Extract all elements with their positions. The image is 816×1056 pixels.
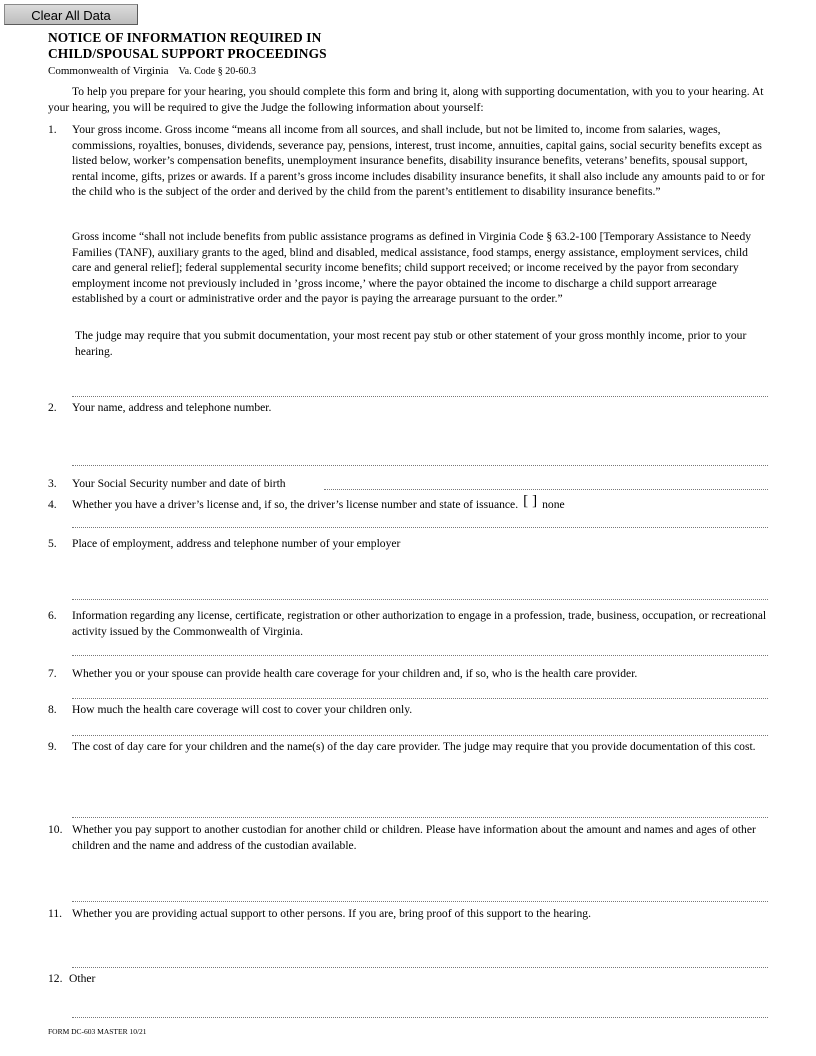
item-1-gross-income-exclusions: Gross income “shall not include benefits from public assistance programs as defined in Virginia Code § 63.2-100 [Temporary Assistance to Needy Families (TANF), auxiliary grants to the aged, blind and disabled, medical assistance, food stamps, energy assistance, employment services, child care and general relief]; federal supplemental security income benefits; child support received; or income received by the payor from secondary employment income not previously included in ’gross income,’ where the payor obtained the income to discharge a child support arrearage established by a court or administrative order and the payor is paying the arrearage pursuant to the order.” bbox=[72, 230, 752, 305]
employer-info-field[interactable] bbox=[72, 586, 768, 600]
no-license-checkbox[interactable] bbox=[524, 497, 536, 510]
item-2-number: 2. bbox=[48, 401, 57, 414]
item-7-number: 7. bbox=[48, 667, 57, 680]
item-1-gross-income-field[interactable] bbox=[72, 383, 768, 397]
item-1-number: 1. bbox=[48, 123, 57, 136]
none-label: none bbox=[542, 498, 565, 511]
form-title-line-2: CHILD/SPOUSAL SUPPORT PROCEEDINGS bbox=[48, 46, 327, 61]
form-title-line-1: NOTICE OF INFORMATION REQUIRED IN bbox=[48, 30, 322, 45]
item-3-number: 3. bbox=[48, 477, 57, 490]
item-2-label: Your name, address and telephone number. bbox=[72, 401, 272, 414]
item-8-label: How much the health care coverage will cost to cover your children only. bbox=[72, 703, 413, 716]
item-5-number: 5. bbox=[48, 537, 57, 550]
drivers-license-field[interactable] bbox=[72, 514, 768, 528]
item-8-number: 8. bbox=[48, 703, 57, 716]
jurisdiction: Commonwealth of Virginia bbox=[48, 65, 169, 77]
item-10-label: Whether you pay support to another custodian for another child or children. Please have information about the amount and names and ages of other children and the name and address of the custodian available. bbox=[72, 823, 756, 852]
item-12-label: Other bbox=[69, 972, 96, 985]
other-custodian-support-field[interactable] bbox=[72, 888, 768, 902]
health-care-coverage-field[interactable] bbox=[72, 685, 768, 699]
item-9-number: 9. bbox=[48, 740, 57, 753]
item-1-gross-income-definition: Your gross income. Gross income “means all income from all sources, and shall include, but not be limited to, income from salaries, wages, commissions, royalties, bonuses, dividends, severance pay, pensions, interest, trust income, annuities, capital gains, social security benefits except as listed below, worker’s compensation benefits, unemployment insurance benefits, disability insurance benefits, veterans’ benefits, spousal support, rental income, gifts, prizes or awards. If a parent’s gross income includes disability insurance benefits, it shall also include any amounts paid to or for the child who is the subject of the order and derived by the child from the parent’s entitlement to disability insurance benefits.” bbox=[72, 123, 765, 198]
form-number: FORM DC-603 MASTER 10/21 bbox=[48, 1027, 147, 1036]
item-7-label: Whether you or your spouse can provide health care coverage for your children and, if so, who is the health care provider. bbox=[72, 667, 638, 680]
day-care-cost-field[interactable] bbox=[72, 804, 768, 818]
item-11-number: 11. bbox=[48, 907, 63, 920]
item-4-label: Whether you have a driver’s license and, if so, the driver’s license number and state of issuance. bbox=[72, 498, 519, 511]
item-4-row bbox=[72, 497, 768, 513]
license-certificate-field[interactable] bbox=[72, 642, 768, 656]
item-11-label: Whether you are providing actual support to other persons. If you are, bring proof of this support to the hearing. bbox=[72, 907, 592, 920]
statute-code: Va. Code § 20-60.3 bbox=[178, 66, 257, 77]
item-10-number: 10. bbox=[48, 823, 63, 836]
name-address-phone-field[interactable] bbox=[72, 452, 768, 466]
item-1-documentation-note: The judge may require that you submit documentation, your most recent pay stub or other statement of your gross monthly income, prior to your hearing. bbox=[75, 329, 747, 358]
other-info-field[interactable] bbox=[72, 1004, 768, 1018]
item-3-label: Your Social Security number and date of birth bbox=[72, 477, 286, 490]
health-care-cost-field[interactable] bbox=[72, 722, 768, 736]
item-6-label: Information regarding any license, certificate, registration or other authorization to engage in a profession, trade, business, occupation, or recreational activity issued by the Commonwealth of Virginia. bbox=[72, 609, 767, 638]
item-12-number: 12. bbox=[48, 972, 63, 985]
item-9-label: The cost of day care for your children and the name(s) of the day care provider. The judge may require that you provide documentation of this cost. bbox=[72, 740, 756, 753]
ssn-dob-field[interactable] bbox=[324, 476, 768, 490]
intro-paragraph: To help you prepare for your hearing, you should complete this form and bring it, along with supporting documentation, with you to your hearing. At your hearing, you will be required to give the Judge the following information about yourself: bbox=[48, 85, 764, 114]
item-4-number: 4. bbox=[48, 498, 57, 511]
other-persons-support-field[interactable] bbox=[72, 954, 768, 968]
jurisdiction-line bbox=[48, 64, 256, 80]
item-5-label: Place of employment, address and telephone number of your employer bbox=[72, 537, 401, 550]
item-6-number: 6. bbox=[48, 609, 57, 622]
clear-all-data-button[interactable]: Clear All Data bbox=[4, 4, 138, 25]
